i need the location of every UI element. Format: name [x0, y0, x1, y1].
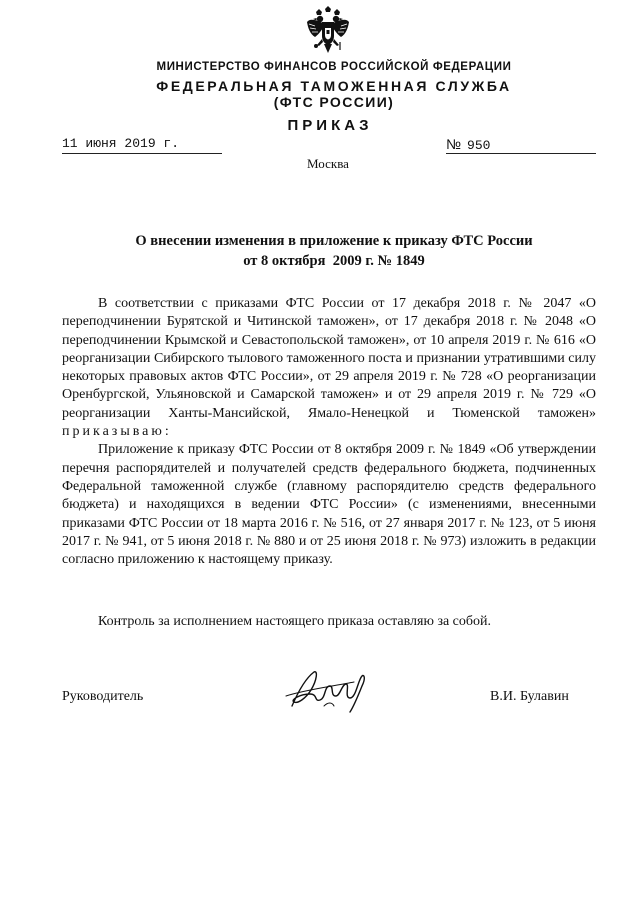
- order-body: [62, 295, 596, 569]
- order-number: 950: [467, 138, 491, 153]
- order-number-field: [446, 136, 596, 154]
- handwritten-signature: [284, 666, 378, 714]
- service-abbreviation: (ФТС РОССИИ): [273, 94, 395, 110]
- signer-name: В.И. Булавин: [490, 689, 569, 704]
- ministry-name: МИНИСТЕРСТВО ФИНАНСОВ РОССИЙСКОЙ ФЕДЕРАЦИИ: [156, 61, 512, 73]
- service-name: ФЕДЕРАЛЬНАЯ ТАМОЖЕННАЯ СЛУЖБА: [156, 78, 512, 94]
- preamble-text: В соответствии с приказами ФТС России от 17 декабря 2018 г. № 2047 «О переподчинении Бурятской и Читинской таможен», от 17 декабря 2018 г. № 2048 «О переподчинении Крымской и Севастопольской таможен», от 10 апреля 2019 г. № 616 «О реорганизации Сибирского тылового таможенного поста и признании утратившими силу некоторых правовых актов ФТС России», от 29 апреля 2019 г. № 728 «О реорганизации Оренбургской, Ульяновской и Самарской таможен» и от 29 апреля 2019 г. № 729 «О реорганизации Ханты-Мансийской, Ямало-Ненецкой и Тюменской таможен»: [62, 296, 596, 421]
- subject-line-2: от 8 октября 2009 г. № 1849: [243, 253, 425, 269]
- preamble-paragraph: [62, 295, 596, 441]
- subject-line-1: О внесении изменения в приложение к приказу ФТС России: [135, 233, 533, 249]
- order-subject: [0, 231, 640, 271]
- order-word: приказываю:: [62, 424, 172, 440]
- directive-paragraph: Приложение к приказу ФТС России от 8 октября 2009 г. № 1849 «Об утверждении перечня распорядителей и получателей средств федерального бюджета, подчиненных Федеральной таможенной службе (главному распорядителю средств федерального бюджета) и находящихся в ведении ФТС России» (с изменениями, внесенными приказами ФТС России от 18 марта 2016 г. № 516, от 27 января 2017 г. № 123, от 5 июня 2017 г. № 941, от 5 июня 2018 г. № 880 и от 25 июня 2018 г. № 973) изложить в редакции согласно приложению к настоящему приказу.: [62, 442, 596, 568]
- signer-role: Руководитель: [62, 689, 144, 704]
- issue-city: Москва: [307, 156, 349, 171]
- number-sign: №: [446, 136, 462, 152]
- control-clause: Контроль за исполнением настоящего приказа оставляю за собой.: [98, 614, 492, 629]
- order-date: 11 июня 2019 г.: [62, 136, 222, 154]
- document-type: ПРИКАЗ: [287, 117, 373, 134]
- eagle-emblem-icon: [306, 6, 350, 56]
